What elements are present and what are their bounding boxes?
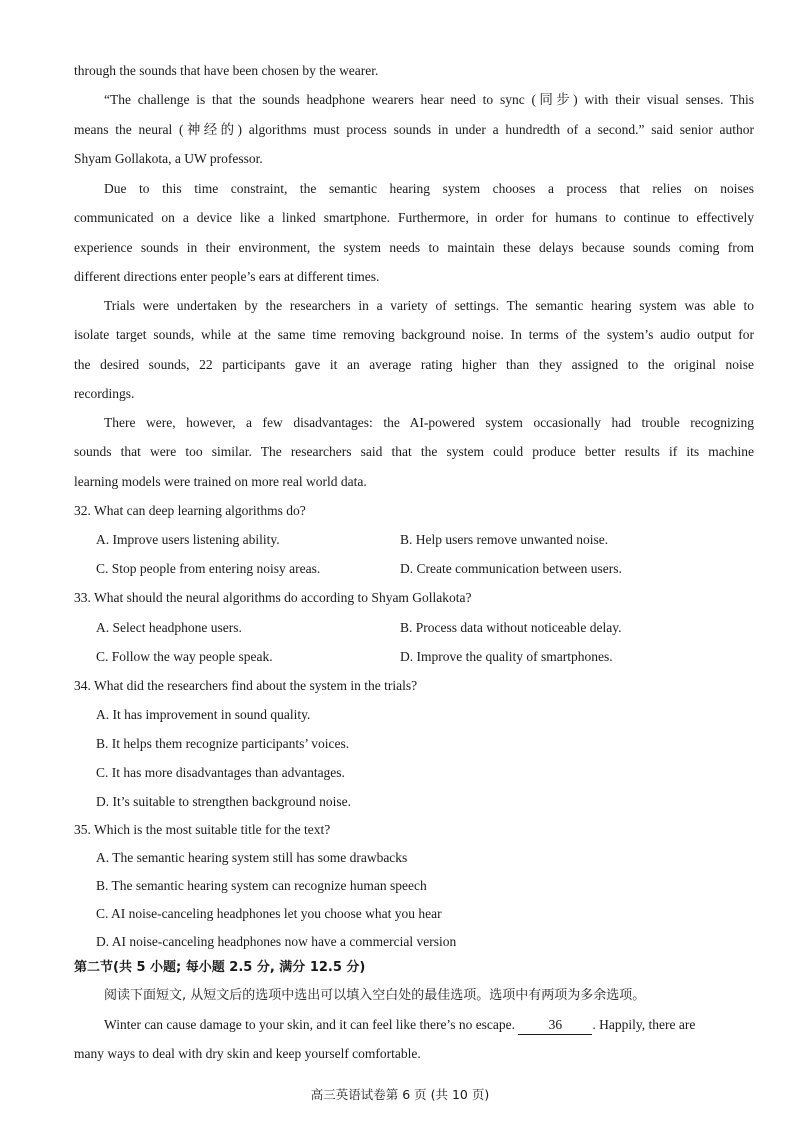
question-34-option-a: A. It has improvement in sound quality.	[96, 707, 311, 722]
question-33-option-b: B. Process data without noticeable delay.	[400, 620, 622, 635]
question-32-option-b: B. Help users remove unwanted noise.	[400, 532, 609, 547]
question-32-stem: 32. What can deep learning algorithms do?	[74, 503, 306, 518]
question-35-option-c: C. AI noise-canceling headphones let you choose what you hear	[96, 906, 442, 921]
question-35-option-a: A. The semantic hearing system still has some drawbacks	[96, 850, 408, 865]
question-33-option-a: A. Select headphone users.	[96, 620, 242, 635]
question-33-stem: 33. What should the neural algorithms do according to Shyam Gollakota?	[74, 590, 472, 605]
passage-line: “The challenge is that the sounds headphone wearers hear need to sync (同步) with their visual senses. This	[104, 92, 754, 107]
section-title: 第二节(共 5 小题; 每小题 2.5 分, 满分 12.5 分)	[74, 960, 366, 975]
cloze-line: many ways to deal with dry skin and keep yourself comfortable.	[74, 1046, 421, 1061]
passage-line: There were, however, a few disadvantages: the AI-powered system occasionally had trouble recognizing	[104, 415, 754, 430]
passage-line: the desired sounds, 22 participants gave it an average rating higher than they assigned to the original noise	[74, 357, 754, 372]
passage-line: sounds that were too similar. The researchers said that the system could produce better results if its machine	[74, 444, 754, 459]
passage-line: Shyam Gollakota, a UW professor.	[74, 151, 263, 166]
question-33-option-d: D. Improve the quality of smartphones.	[400, 649, 613, 664]
passage-line: means the neural (神经的) algorithms must process sounds in under a hundredth of a second.” said senior author	[74, 122, 754, 137]
question-34-option-d: D. It’s suitable to strengthen background noise.	[96, 794, 351, 809]
question-32-option-a: A. Improve users listening ability.	[96, 532, 280, 547]
passage-line: through the sounds that have been chosen by the wearer.	[74, 63, 379, 78]
question-34-option-c: C. It has more disadvantages than advantages.	[96, 765, 345, 780]
question-35-stem: 35. Which is the most suitable title for the text?	[74, 822, 331, 837]
passage-line: communicated on a device like a linked smartphone. Furthermore, in order for humans to continue to effectively	[74, 210, 754, 225]
question-32-option-c: C. Stop people from entering noisy areas.	[96, 561, 321, 576]
question-34-option-b: B. It helps them recognize participants’ voices.	[96, 736, 350, 751]
question-35-option-b: B. The semantic hearing system can recognize human speech	[96, 878, 427, 893]
passage-line: learning models were trained on more real world data.	[74, 474, 367, 489]
cloze-text: Winter can cause damage to your skin, and it can feel like there’s no escape.	[104, 1017, 516, 1032]
passage-line: isolate target sounds, while at the same time removing background noise. In terms of the system’s audio output for	[74, 327, 754, 342]
cloze-line	[104, 1016, 695, 1035]
passage-line: Due to this time constraint, the semantic hearing system chooses a process that relies on noises	[104, 181, 754, 196]
question-35-option-d: D. AI noise-canceling headphones now have a commercial version	[96, 934, 457, 949]
answer-blank-36[interactable]: 36	[518, 1016, 592, 1035]
question-34-stem: 34. What did the researchers find about the system in the trials?	[74, 678, 418, 693]
section-instruction: 阅读下面短文, 从短文后的选项中选出可以填入空白处的最佳选项。选项中有两项为多余选项。	[104, 988, 646, 1003]
question-32-option-d: D. Create communication between users.	[400, 561, 622, 576]
passage-line: recordings.	[74, 386, 135, 401]
passage-line: different directions enter people’s ears at different times.	[74, 269, 380, 284]
passage-line: Trials were undertaken by the researchers in a variety of settings. The semantic hearing system was able to	[104, 298, 754, 313]
passage-line: experience sounds in their environment, the system needs to maintain these delays because sounds coming from	[74, 240, 754, 255]
question-33-option-c: C. Follow the way people speak.	[96, 649, 273, 664]
cloze-text: . Happily, there are	[592, 1017, 696, 1032]
page-footer: 高三英语试卷第 6 页 (共 10 页)	[310, 1087, 490, 1102]
